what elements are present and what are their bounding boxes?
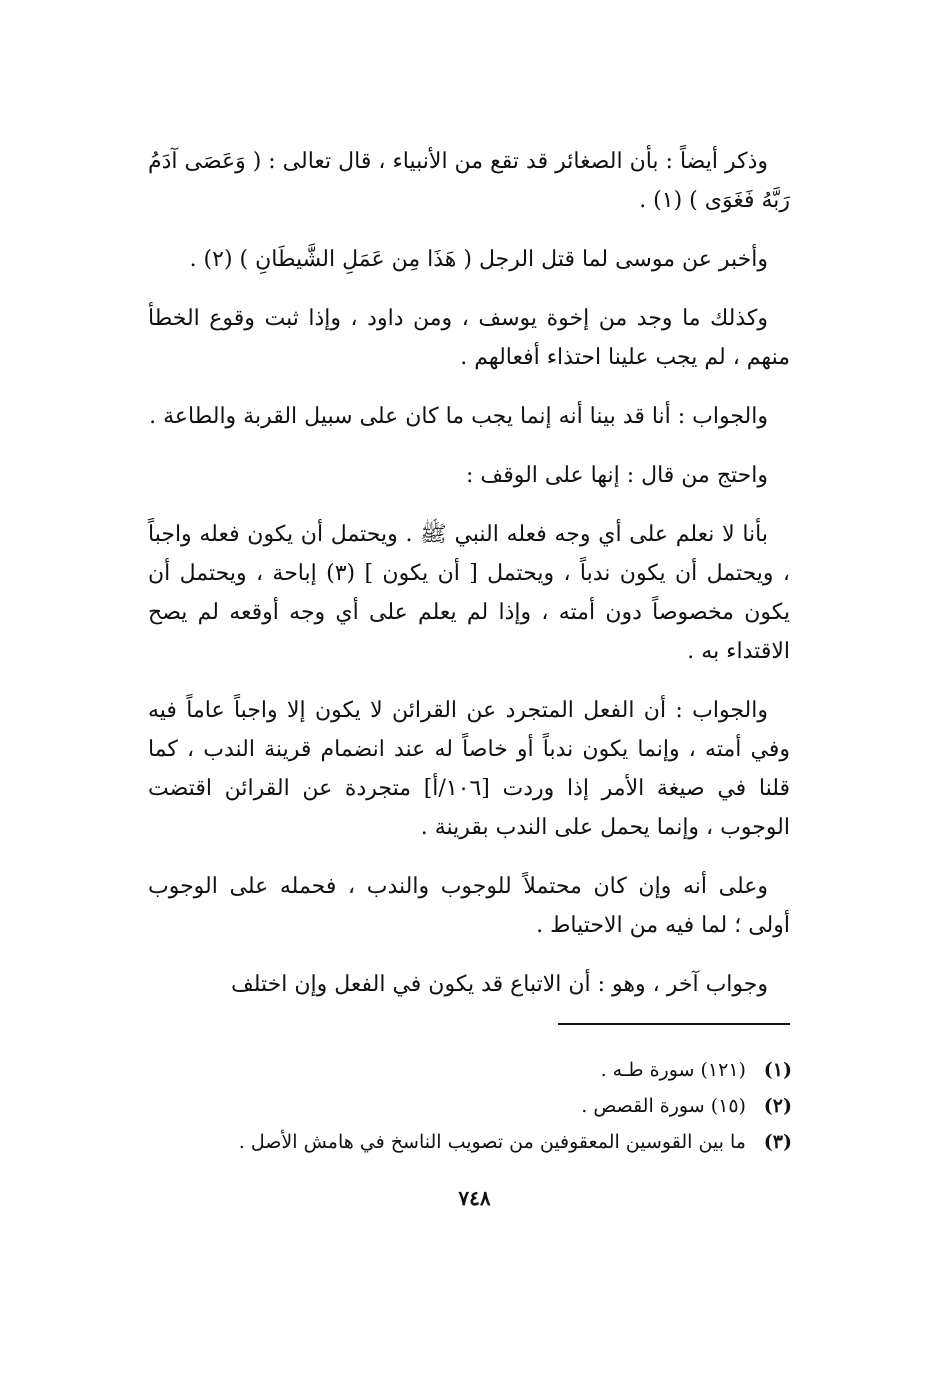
footnote-2	[200, 1088, 792, 1124]
paragraph-8: وعلى أنه وإن كان محتملاً للوجوب والندب ، فحمله على الوجوب أولى ؛ لما فيه من الاحتياط .	[148, 874, 790, 938]
footnote-divider	[558, 1023, 790, 1025]
footnote-number: (٢)	[763, 1095, 792, 1117]
paragraph-9: وجواب آخر ، وهو : أن الاتباع قد يكون في الفعل وإن اختلف	[230, 972, 768, 997]
footnote-number: (٣)	[763, 1131, 792, 1153]
footnotes	[200, 1052, 792, 1160]
paragraph-4: والجواب : أنا قد بينا أنه إنما يجب ما كان على سبيل القربة والطاعة .	[149, 404, 768, 429]
paragraph-7: والجواب : أن الفعل المتجرد عن القرائن لا يكون إلا واجباً عاماً فيه وفي أمته ، وإنما يكون ندباً أو خاصاً له عند انضمام قرينة الندب ، كما قلنا في صيغة الأمر إذا وردت [١٠٦/أ] متجردة عن القرائن اقتضت الوجوب ، وإنما يحمل على الندب بقرينة .	[148, 698, 791, 840]
footnote-3	[200, 1124, 792, 1160]
main-text	[148, 142, 790, 1024]
paragraph-2: وأخبر عن موسى لما قتل الرجل ( هَذَا مِن عَمَلِ الشَّيطَانِ ) (٢) .	[189, 247, 768, 272]
footnote-text: (١٢١) سورة طـه .	[600, 1059, 746, 1081]
paragraph-6: بأنا لا نعلم على أي وجه فعله النبي ﷺ . ويحتمل أن يكون فعله واجباً ، ويحتمل أن يكون ندباً ، ويحتمل [ أن يكون ] (٣) إباحة ، ويحتمل أن يكون مخصوصاً دون أمته ، وإذا لم يعلم على أي وجه أوقعه لم يصح الاقتداء به .	[148, 522, 790, 664]
paragraph-1: وذكر أيضاً : بأن الصغائر قد تقع من الأنبياء ، قال تعالى : ( وَعَصَى آدَمُ رَبَّهُ فَغَوَى ) (١) .	[148, 149, 790, 213]
footnote-1	[200, 1052, 792, 1088]
footnote-text: ما بين القوسين المعقوفين من تصويب الناسخ في هامش الأصل .	[238, 1131, 746, 1153]
footnote-text: (١٥) سورة القصص .	[581, 1095, 746, 1117]
paragraph-5: واحتج من قال : إنها على الوقف :	[466, 463, 768, 488]
paragraph-3: وكذلك ما وجد من إخوة يوسف ، ومن داود ، وإذا ثبت وقوع الخطأ منهم ، لم يجب علينا احتذاء أفعالهم .	[148, 306, 790, 370]
footnote-number: (١)	[763, 1059, 792, 1081]
page-number: ٧٤٨	[458, 1186, 491, 1210]
